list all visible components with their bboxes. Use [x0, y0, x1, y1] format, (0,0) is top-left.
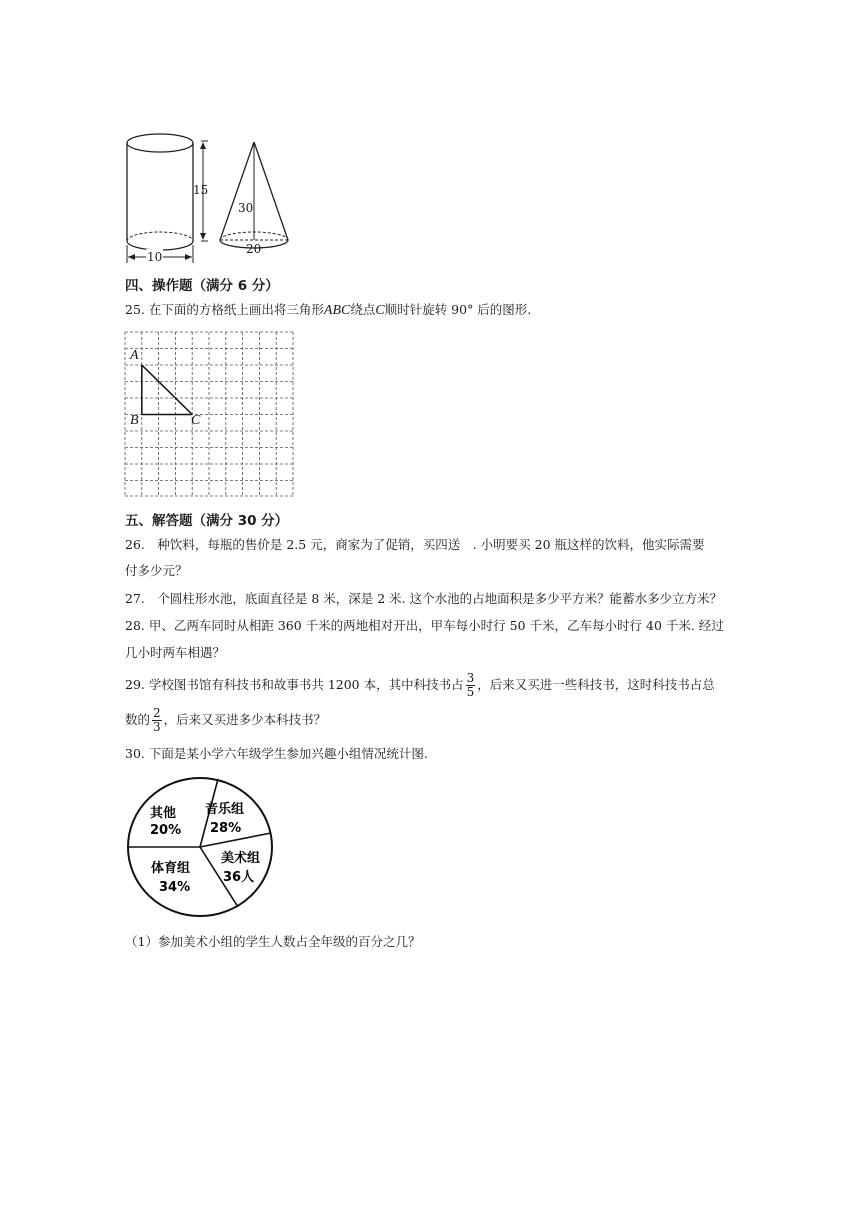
q26-line1: 26. 种饮料，每瓶的售价是 2.5 元，商家为了促销，买四送 . 小明要买 20 瓶这样的饮料，他实际需要: [125, 537, 705, 552]
q27-line1: 27. 个圆柱形水池，底面直径是 8 米，深是 2 米. 这个水池的占地面积是多少平方米？能蓄水多少立方米？: [125, 591, 723, 606]
fraction-2-3: $\frac{2}{3}$: [153, 706, 161, 734]
q26-line2: 付多少元？: [125, 563, 188, 578]
grid-paper: [123, 330, 295, 498]
section4-title: 四、操作题（满分 6 分）: [125, 278, 279, 294]
q25-text: 25. 在下面的方格纸上画出将三角形ABC绕点C顺时针旋转 90° 后的图形.: [125, 302, 532, 318]
point-c-label: C: [191, 413, 201, 428]
q28-line2: 几小时两车相遇？: [125, 645, 226, 660]
cone-figure: [214, 136, 294, 256]
pie-other-name: 其他: [150, 806, 177, 821]
q29-line1: 29. 学校图书馆有科技书和故事书共 1200 本，其中科技书占 $\frac{3}{5}$ ，后来又买进一些科技书，这时科技书占总: [125, 671, 715, 699]
pie-art-value: 36人: [223, 870, 255, 885]
cone-slant-label: 30: [238, 201, 254, 215]
pie-other-value: 20%: [150, 823, 182, 838]
cone-diameter-label: 20: [246, 242, 262, 256]
point-a-label: A: [130, 348, 139, 363]
q29-line2: 数的 $\frac{2}{3}$ ，后来又买进多少本科技书？: [125, 706, 327, 734]
cylinder-diameter-label: 10: [147, 250, 163, 264]
section5-title: 五、解答题（满分 30 分）: [125, 513, 289, 529]
pie-pe-name: 体育组: [151, 861, 191, 876]
pie-music-value: 28%: [210, 821, 242, 836]
pie-music-name: 音乐组: [205, 802, 245, 817]
cylinder-height-label: 15: [193, 183, 209, 197]
interest-group-pie-chart: [124, 774, 280, 922]
fraction-3-5: $\frac{3}{5}$: [466, 671, 475, 699]
pie-pe-value: 34%: [159, 880, 191, 895]
q30-line1: 30. 下面是某小学六年级学生参加兴趣小组情况统计图.: [125, 746, 428, 761]
q28-line1: 28. 甲、乙两车同时从相距 360 千米的两地相对开出，甲车每小时行 50 千米，乙车每小时行 40 千米. 经过: [125, 618, 724, 633]
q30-sub1: （1）参加美术小组的学生人数占全年级的百分之几？: [125, 934, 421, 949]
pie-art-name: 美术组: [221, 851, 261, 866]
point-b-label: B: [130, 413, 139, 428]
